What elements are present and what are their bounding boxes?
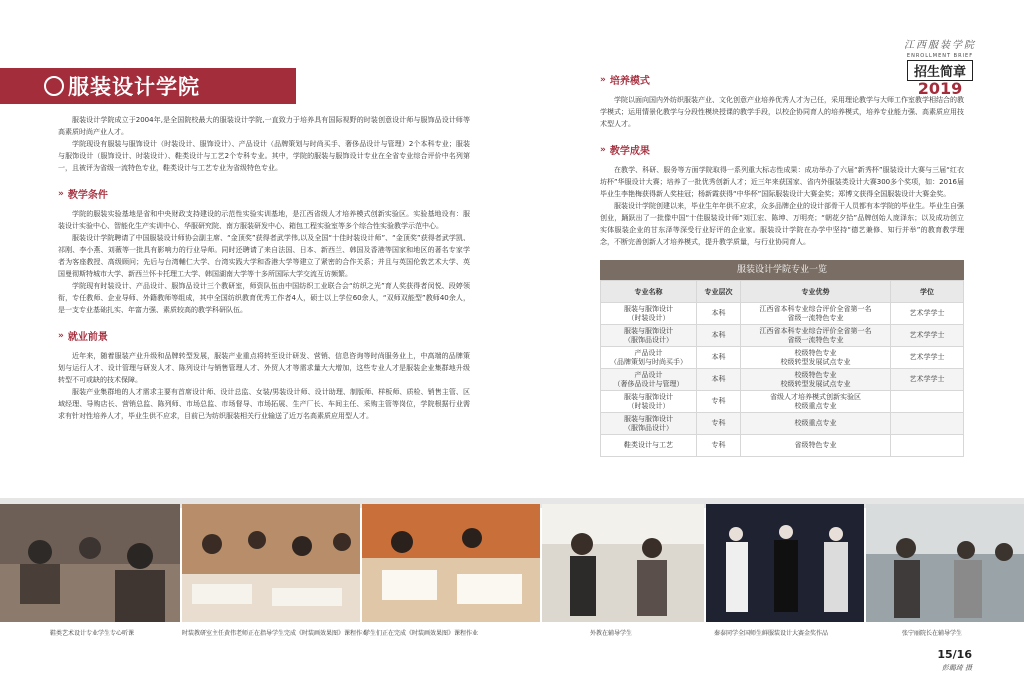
photographer-signature: 彭璐琦 摄 bbox=[941, 664, 972, 672]
table-cell-advantage: 省级特色专业 bbox=[741, 435, 891, 457]
section-paragraph: 服装设计学院创建以来，毕业生年年供不应求，众多品牌企业的设计部骨干人员都有本学院的毕业生。毕业生自强创业，踊跃出了一批像中国“十佳服装设计师”刘江宏、陈坤、万明亮；“朝花夕拾”品牌创始人庞泽东；以及成功创立实体服装企业的甘东泽等深受行业好评的企业家。服装设计学院在办学中坚持“德艺兼修、知行并举”的教育教学理念，不断完善创新人才培养模式，提升教学质量，与行业协同育人。 bbox=[600, 202, 964, 246]
double-chevron-icon: » bbox=[600, 74, 606, 85]
table-cell-level: 本科 bbox=[697, 369, 741, 391]
section-heading-employment bbox=[58, 328, 470, 343]
brand-english: ENROLLMENT BRIEF bbox=[906, 53, 974, 59]
table-row bbox=[601, 435, 964, 457]
table-header-cell: 专业名称 bbox=[601, 281, 697, 303]
table-cell-advantage: 校级特色专业 校级转型发展试点专业 bbox=[741, 347, 891, 369]
table-cell-advantage: 校级特色专业 校级转型发展试点专业 bbox=[741, 369, 891, 391]
brand-year: 2019 bbox=[917, 79, 963, 98]
photo-caption: 时装教研室主任黄伟老师正在指导学生完成《时装画效果图》课程作业 bbox=[182, 630, 369, 637]
students-drawing-photo bbox=[362, 504, 540, 622]
section-paragraph: 在教学、科研、服务等方面学院取得一系列重大标志性成果：成功举办了六届“新秀杯”服装设计大赛与三届“红衣坊杯”华服设计大赛；培养了一批优秀创新人才；近三年来获国家、省内外服装类设计大赛300多个奖项，如：2016届毕业生李艳梅获得新人奖桂冠；杨新霞获得“中华杯”国际服装设计大赛金奖；郑博文获得全国服装设计大赛金奖。 bbox=[600, 166, 964, 198]
table-cell-advantage: 江西省本科专业综合评价全省第一名 省级一流特色专业 bbox=[741, 325, 891, 347]
majors-table bbox=[600, 280, 964, 457]
table-cell-degree: 艺术学学士 bbox=[891, 369, 964, 391]
page-title: 服装设计学院 bbox=[68, 75, 200, 99]
circle-icon bbox=[44, 76, 64, 96]
photo-caption: 外教在辅导学生 bbox=[590, 630, 633, 637]
brand-title: 招生简章 bbox=[907, 60, 973, 81]
table-cell-degree bbox=[891, 413, 964, 435]
table-cell-level: 本科 bbox=[697, 347, 741, 369]
table-cell-name: 服装与服饰设计 （时装设计） bbox=[601, 303, 697, 325]
table-header-row bbox=[601, 281, 964, 303]
section-heading-text: 教学成果 bbox=[609, 146, 650, 157]
intro-paragraph: 服装设计学院成立于2004年,是全国院校最大的服装设计学院,一直致力于培养具有国际视野的时装创意设计师与服饰品设计师等高素质时尚产业人才。 bbox=[58, 116, 470, 136]
majors-table-caption: 服装设计学院专业一览 bbox=[600, 260, 964, 280]
dean-tutoring-photo bbox=[866, 504, 1024, 622]
section-heading-text: 培养模式 bbox=[609, 76, 650, 87]
section-heading-teaching bbox=[58, 186, 470, 201]
table-cell-degree: 艺术学学士 bbox=[891, 303, 964, 325]
photo-caption: 张宁丽院长在辅导学生 bbox=[902, 630, 963, 637]
section-paragraph: 学院现有时装设计、产品设计、服饰品设计三个教研室，师资队伍由中国纺织工业联合会“纺织之光”育人奖获得者闵悦、段婷领衔，专任教师、企业导师、外籍教师等组成，其中全国纺织教育优秀工作者4人，硕士以上学位60余人，“双师双能型”教师40余人，是一支专业基础扎实、年富力强、素质较高的教学科研队伍。 bbox=[58, 282, 470, 314]
left-column bbox=[58, 114, 470, 422]
table-cell-name: 鞋类设计与工艺 bbox=[601, 435, 697, 457]
double-chevron-icon: » bbox=[58, 188, 64, 199]
section-paragraph: 服装设计学院聘请了中国服装设计师协会副主席、“金顶奖”获得者武学伟,以及全国“十佳时装设计师”、“金顶奖”获得者武学凯、祁刚、李小燕、刘薇等一批具有影响力的行业导师。同时还聘请了来自法国、日本、新西兰、韩国及香港等国家和地区的著名专家学者为客座教授、高级顾问；先后与台湾輔仁大学、台湾实践大学和香港大学等建立了紧密的合作关系；并且与英国伦敦艺术大学、英国曼彻斯特城市大学、新西兰怀卡托理工大学、韩国湖南大学等十多所国际大学交流互访频繁。 bbox=[58, 234, 470, 278]
photo-caption: 鞋类艺术设计专业学生专心听课 bbox=[50, 630, 135, 637]
photo-strip bbox=[0, 504, 1024, 622]
table-cell-name: 产品设计 （奢侈品设计与管理） bbox=[601, 369, 697, 391]
table-row bbox=[601, 303, 964, 325]
runway-photo bbox=[706, 504, 864, 622]
table-row bbox=[601, 325, 964, 347]
classroom-photo bbox=[0, 504, 180, 622]
table-cell-degree: 艺术学学士 bbox=[891, 347, 964, 369]
table-cell-level: 本科 bbox=[697, 303, 741, 325]
table-header-cell: 专业层次 bbox=[697, 281, 741, 303]
table-cell-level: 专科 bbox=[697, 435, 741, 457]
page-number: 15/16 bbox=[937, 648, 972, 661]
table-row bbox=[601, 347, 964, 369]
table-cell-name: 服装与服饰设计 （时装设计） bbox=[601, 391, 697, 413]
table-row bbox=[601, 391, 964, 413]
page-title-banner bbox=[0, 68, 296, 104]
table-row bbox=[601, 413, 964, 435]
intro-paragraph: 学院现设有服装与服饰设计（时装设计、服饰设计）、产品设计（品牌策划与时尚买手、奢侈品设计与管理）2个本科专业；服装与服饰设计（服饰设计、时装设计）、鞋类设计与工艺2个专科专业。其中，学院的服装与服饰设计专业在全省专业综合评价中名列第一，且被评为省级一流特色专业，鞋类设计与工艺专业为省级特色专业。 bbox=[58, 140, 470, 172]
table-header-cell: 专业优势 bbox=[741, 281, 891, 303]
section-heading-achievements bbox=[600, 142, 964, 157]
table-cell-name: 服装与服饰设计 （服饰品设计） bbox=[601, 413, 697, 435]
table-cell-advantage: 江西省本科专业综合评价全省第一名 省级一流特色专业 bbox=[741, 303, 891, 325]
table-cell-degree bbox=[891, 391, 964, 413]
section-heading-training bbox=[600, 72, 964, 87]
section-paragraph: 学院以面向国内外纺织服装产业、文化创意产业培养优秀人才为己任，采用理论教学与大师工作室教学相结合的教学模式；运用情景化教学与分段性模块授课的教学手段，以校企协同育人的培养模式，培养专业能力强、高素质应用技术型人才。 bbox=[600, 96, 964, 128]
table-cell-advantage: 校级重点专业 bbox=[741, 413, 891, 435]
table-cell-advantage: 省级人才培养模式创新实验区 校级重点专业 bbox=[741, 391, 891, 413]
photo-caption: 秦泰同学全国师生鲜服装设计大赛金奖作品 bbox=[714, 630, 829, 637]
right-column bbox=[600, 72, 964, 457]
table-cell-degree bbox=[891, 435, 964, 457]
table-cell-degree: 艺术学学士 bbox=[891, 325, 964, 347]
table-cell-name: 服装与服饰设计 （服饰品设计） bbox=[601, 325, 697, 347]
table-row bbox=[601, 369, 964, 391]
drawing-class-photo bbox=[182, 504, 360, 622]
photo-caption: 学生们正在完成《时装画效果图》课程作业 bbox=[364, 630, 479, 637]
section-heading-text: 教学条件 bbox=[67, 190, 108, 201]
table-cell-level: 本科 bbox=[697, 325, 741, 347]
table-cell-name: 产品设计 （品牌策划与时尚买手） bbox=[601, 347, 697, 369]
section-heading-text: 就业前景 bbox=[67, 332, 108, 343]
table-cell-level: 专科 bbox=[697, 413, 741, 435]
section-paragraph: 学院的服装实验基地是省和中央财政支持建设的示范性实验实训基地，是江西省级人才培养模式创新实验区。实验基地设有：服装设计实验中心、智能化生产实训中心、华服研究院、南方服装研发中心、箱包工程实验室等多个综合性实验教学示范中心。 bbox=[58, 210, 470, 230]
double-chevron-icon: » bbox=[58, 330, 64, 341]
brand-script: 江西服装学院 bbox=[904, 40, 976, 51]
double-chevron-icon: » bbox=[600, 144, 606, 155]
foreign-teacher-photo bbox=[542, 504, 704, 622]
table-cell-level: 专科 bbox=[697, 391, 741, 413]
section-paragraph: 近年来，随着服装产业升级和品牌转型发展，服装产业重点将转至设计研发、营销、信息咨询等时尚服务业上，中高端的品牌策划与运行人才、设计管理与研发人才、陈列设计与销售管理人才、外贸人才等需求量大大增加，这些专业人才是服装企业集群地升级转型不可或缺的技术保障。 bbox=[58, 352, 470, 384]
table-header-cell: 学位 bbox=[891, 281, 964, 303]
section-paragraph: 服装产业集群地的人才需求主要有首席设计师、设计总监、女装/男装设计师、设计助理、制版师、样板师、质检、销售主管、区域经理、导购店长、营销总监、陈列师、市场总监、市场督导、市场拓展、生产厂长、车间主任、采购主管等岗位，学院根据行业需求有针对性培养人才，毕业生供不应求，目前已为纺织服装相关行业输送了近万名高素质应用型人才。 bbox=[58, 388, 470, 420]
